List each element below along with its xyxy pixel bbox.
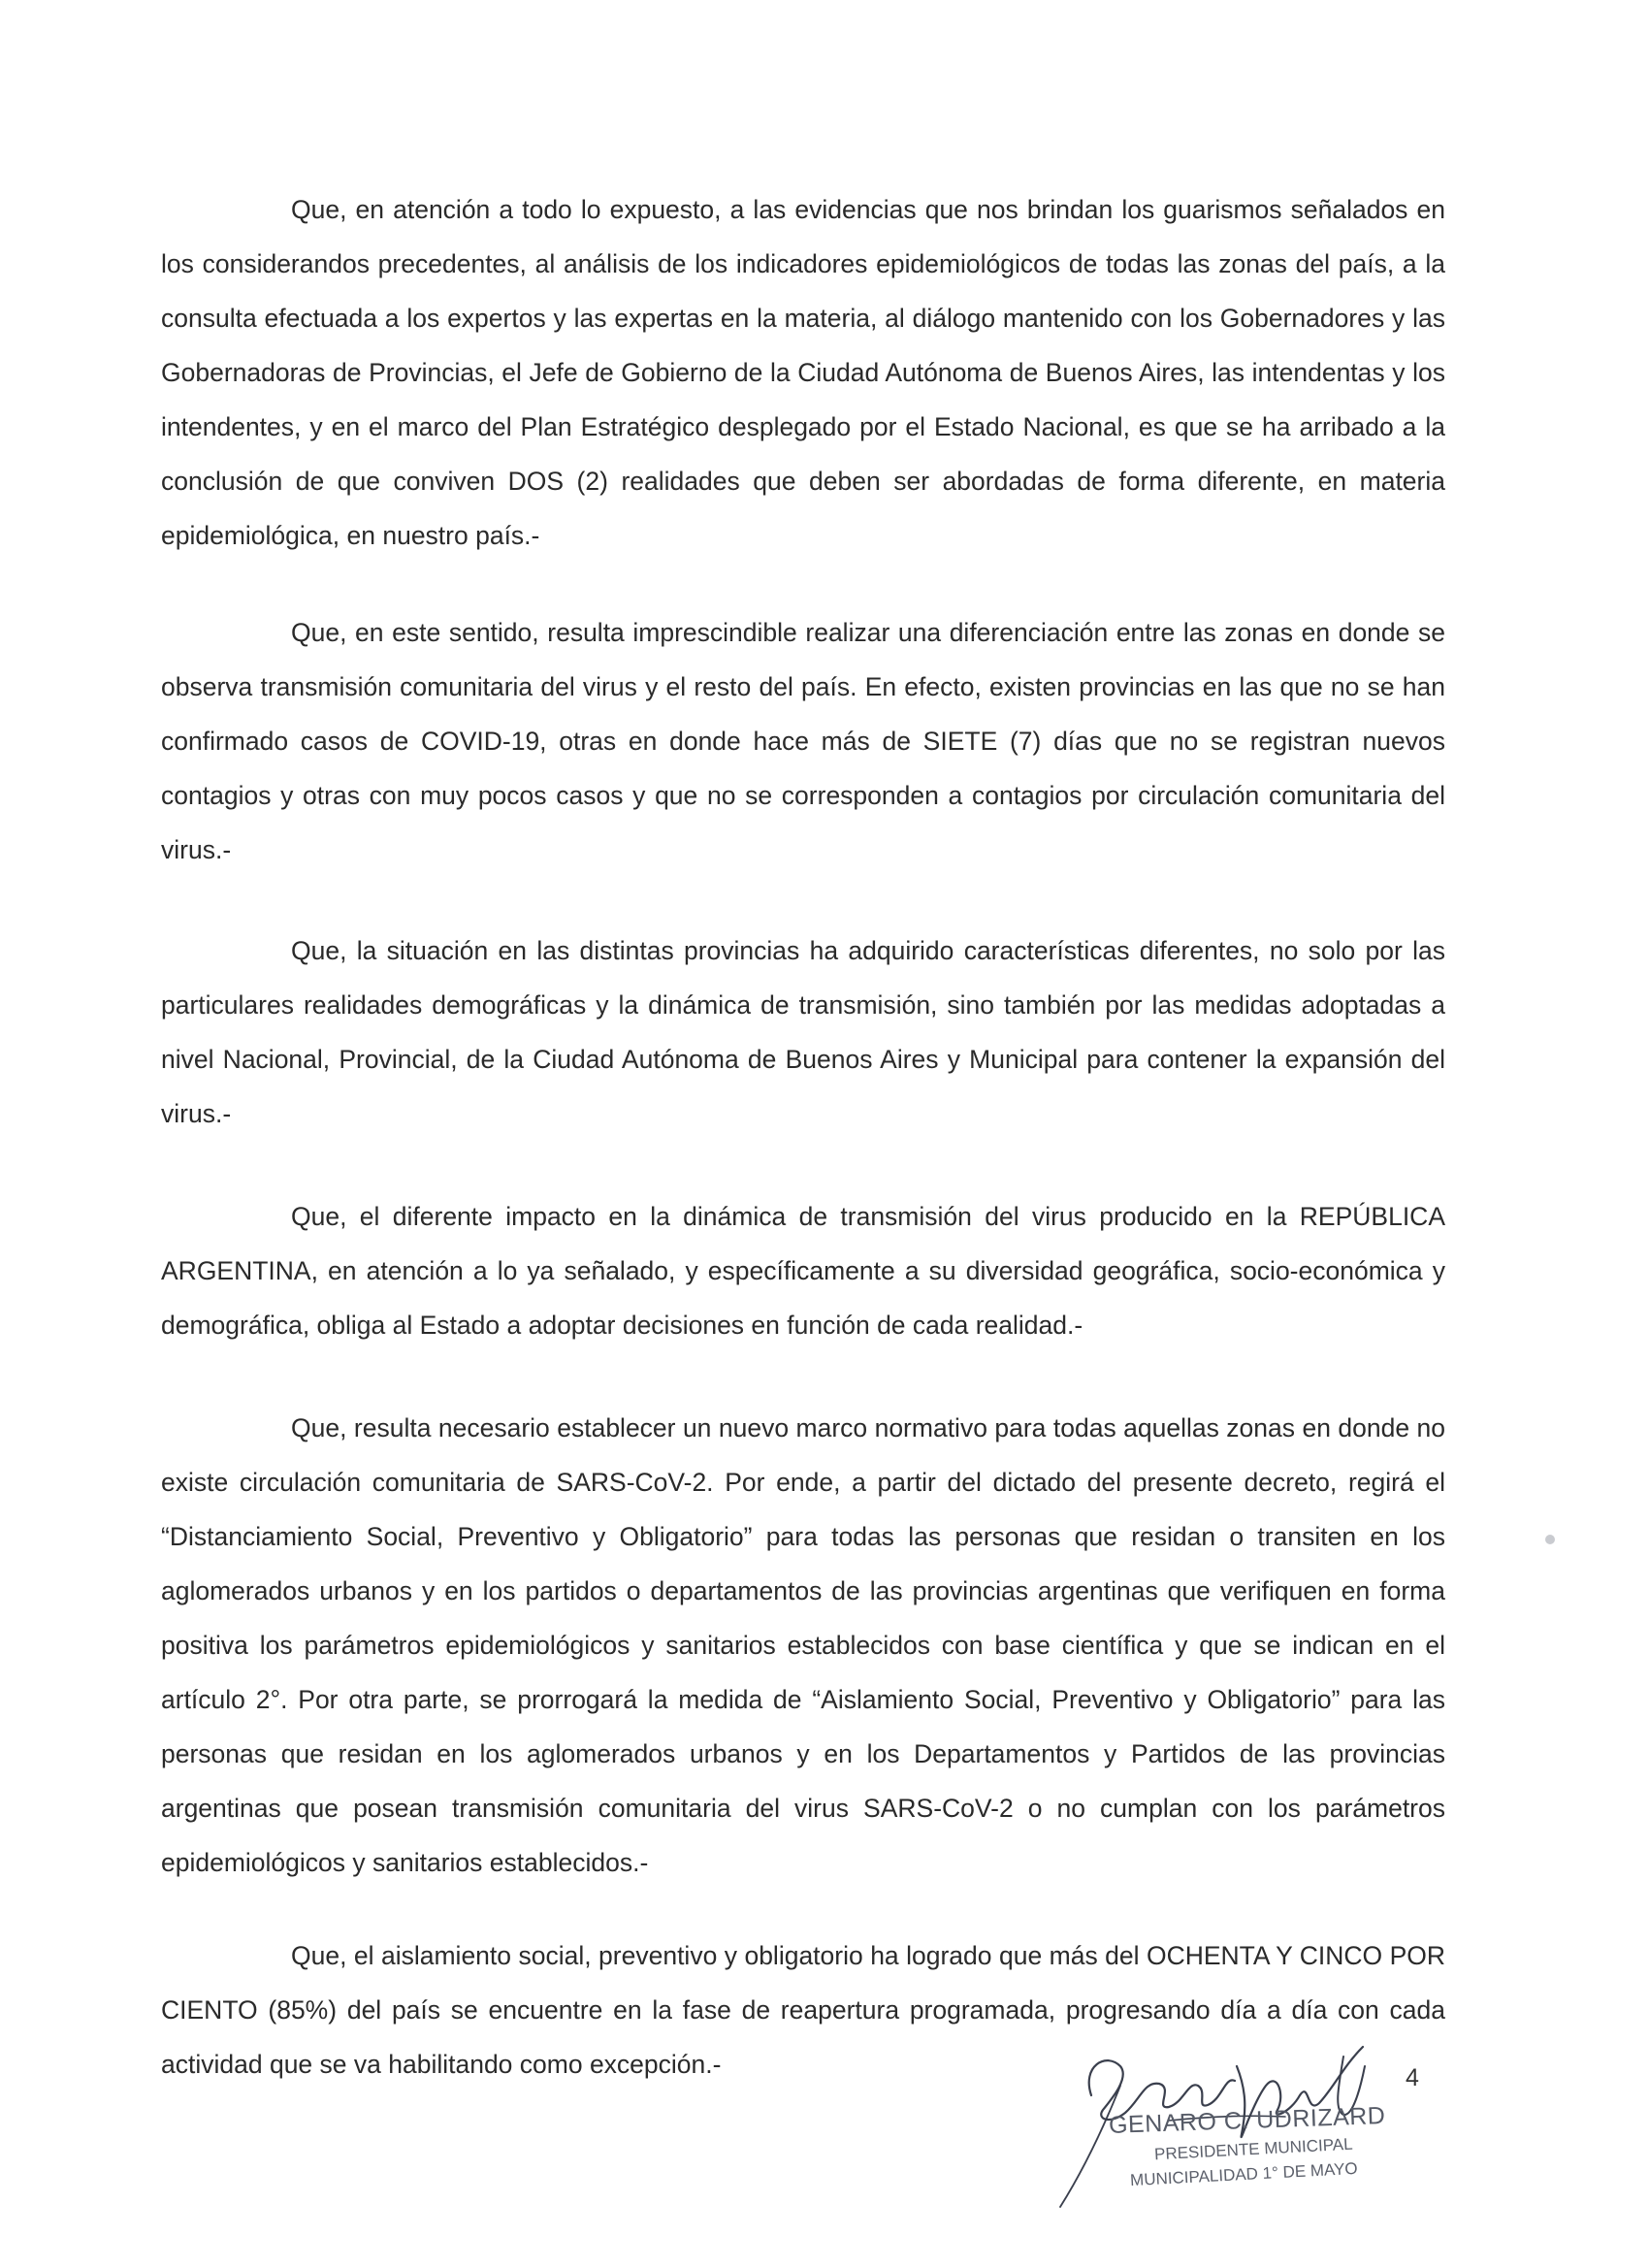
paragraph: Que, la situación en las distintas provincias ha adquirido características diferentes, no solo por las particulares realidades demográficas y la dinámica de transmisión, sino también por las medidas adoptadas a nivel Nacional, Provincial, de la Ciudad Autónoma de Buenos Aires y Municipal para contener la expansión del virus.- [161,936,1445,1128]
signature-stamp-block [1052,2027,1386,2241]
paragraph: Que, en atención a todo lo expuesto, a las evidencias que nos brindan los guarismos señalados en los considerandos precedentes, al análisis de los indicadores epidemiológicos de todas las zonas del país, a la consulta efectuada a los expertos y las expertas en la materia, al diálogo mantenido con los Gobernadores y las Gobernadoras de Provincias, el Jefe de Gobierno de la Ciudad Autónoma de Buenos Aires, las intendentas y los intendentes, y en el marco del Plan Estratégico desplegado por el Estado Nacional, es que se ha arribado a la conclusión de que conviven DOS (2) realidades que deben ser abordadas de forma diferente, en materia epidemiológica, en nuestro país.- [161,195,1445,550]
paragraph: Que, en este sentido, resulta imprescindible realizar una diferenciación entre las zonas en donde se observa transmisión comunitaria del virus y el resto del país. En efecto, existen provincias en las que no se han confirmado casos de COVID-19, otras en donde hace más de SIETE (7) días que no se registran nuevos contagios y otras con muy pocos casos y que no se corresponden a contagios por circulación comunitaria del virus.- [161,618,1445,864]
paragraph: Que, el aislamiento social, preventivo y obligatorio ha logrado que más del OCHENTA Y CINCO POR CIENTO (85%) del país se encuentre en la fase de reapertura programada, progresando día a día con cada actividad que se va habilitando como excepción.- [161,1941,1445,2079]
stamp-name: GENARO C. UDRIZARD [1108,2102,1386,2139]
paragraph: Que, resulta necesario establecer un nuevo marco normativo para todas aquellas zonas en donde no existe circulación comunitaria de SARS-CoV-2. Por ende, a partir del dictado del presente decreto, regirá el “Distanciamiento Social, Preventivo y Obligatorio” para todas las personas que residan o transiten en los aglomerados urbanos y en los partidos o departamentos de las provincias argentinas que verifiquen en forma positiva los parámetros epidemiológicos y sanitarios establecidos con base científica y que se indican en el artículo 2°. Por otra parte, se prorrogará la medida de “Aislamiento Social, Preventivo y Obligatorio” para las personas que residan en los aglomerados urbanos y en los Departamentos y Partidos de las provincias argentinas que posean transmisión comunitaria del virus SARS-CoV-2 o no cumplan con los parámetros epidemiológicos y sanitarios establecidos.- [161,1413,1445,1877]
stamp-title: PRESIDENTE MUNICIPAL [1153,2134,1354,2164]
page-number: 4 [1406,2064,1419,2091]
paragraph: Que, el diferente impacto en la dinámica de transmisión del virus producido en la REPÚBLICA ARGENTINA, en atención a lo ya señalado, y específicamente a su diversidad geográfica, socio-económica y demográfica, obliga al Estado a adoptar decisiones en función de cada realidad.- [161,1202,1445,1340]
stamp-organization: MUNICIPALIDAD 1° DE MAYO [1129,2158,1359,2190]
scan-artifact [1545,1535,1555,1544]
